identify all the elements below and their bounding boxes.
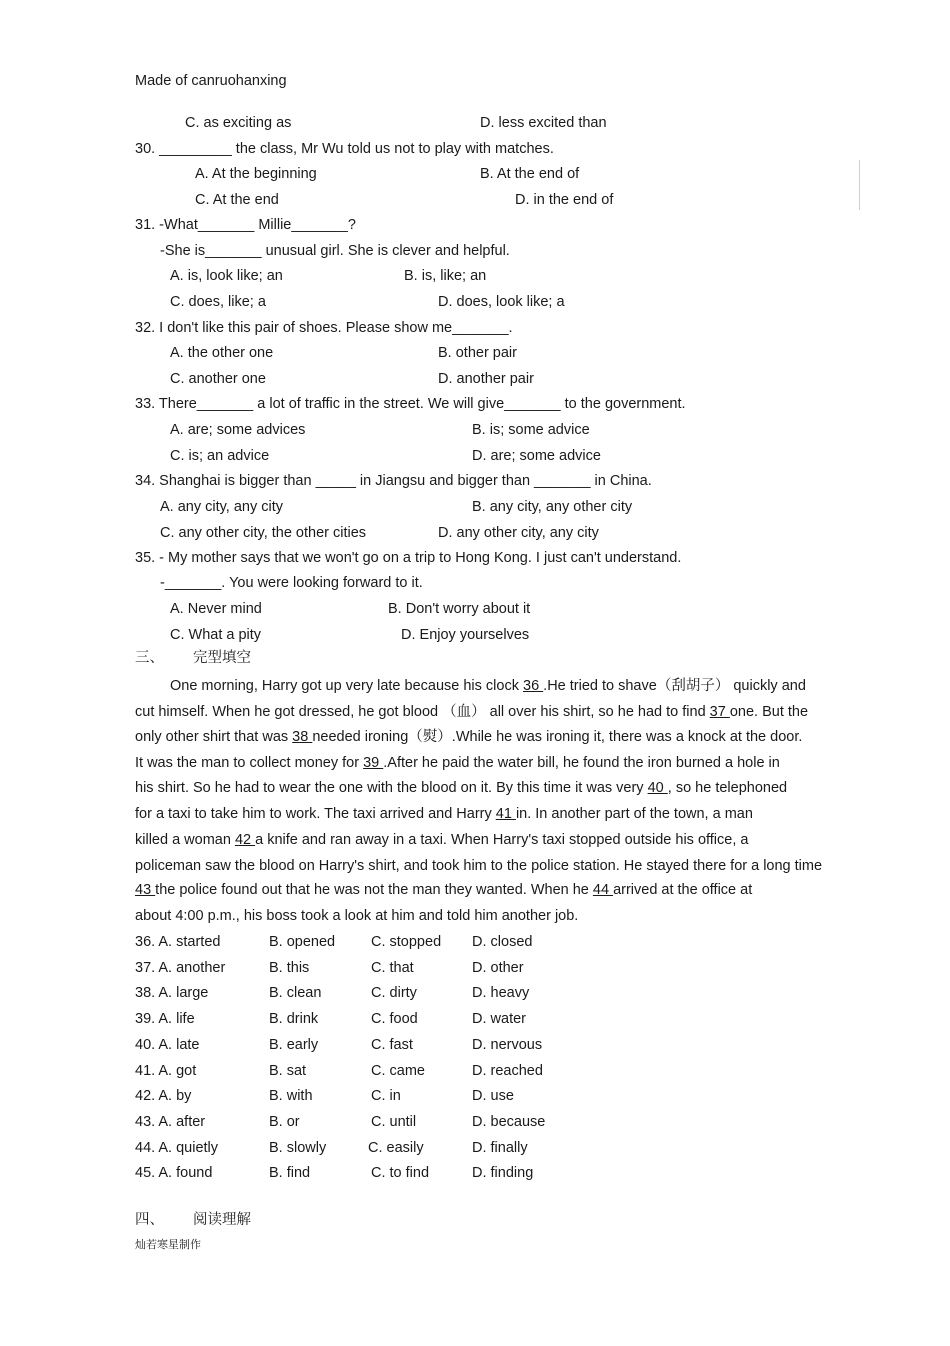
section3-title: 完型填空: [193, 650, 251, 666]
q33-option-d: D. are; some advice: [472, 448, 601, 464]
section4-number: 四、: [135, 1212, 164, 1228]
option-36-b: B. opened: [269, 934, 336, 950]
blank-36: 36: [523, 678, 544, 694]
option-43-b: B. or: [269, 1114, 300, 1130]
q30-option-b: B. At the end of: [480, 166, 580, 182]
option-44-b: B. slowly: [269, 1140, 327, 1156]
option-37-d: D. other: [472, 960, 524, 976]
passage-line-7: killed a woman 42 a knife and ran away in a taxi. When Harry's taxi stopped outside his office, a: [135, 832, 749, 848]
option-43-c: C. until: [371, 1114, 417, 1130]
page-footer: 灿若寒星制作: [135, 1239, 201, 1251]
option-41-c: C. came: [371, 1063, 425, 1079]
option-39-c: C. food: [371, 1011, 418, 1027]
option-40-d: D. nervous: [472, 1037, 543, 1053]
q33-option-c: C. is; an advice: [170, 448, 270, 464]
option-36-c: C. stopped: [371, 934, 442, 950]
option-43-a: 43. A. after: [135, 1114, 206, 1130]
blank-40: 40: [647, 780, 668, 796]
q32-option-b: B. other pair: [438, 345, 517, 361]
q30-stem: 30. _________ the class, Mr Wu told us not to play with matches.: [135, 141, 554, 157]
q35-option-a: A. Never mind: [170, 601, 262, 617]
section4-title: 阅读理解: [193, 1212, 251, 1228]
option-41-a: 41. A. got: [135, 1063, 197, 1079]
q34-option-b: B. any city, any other city: [472, 499, 633, 515]
q31-stem: 31. -What_______ Millie_______?: [135, 217, 356, 233]
option-40-b: B. early: [269, 1037, 319, 1053]
blank-38: 38: [292, 729, 313, 745]
blank-43: 43: [135, 882, 156, 898]
passage-line-1: One morning, Harry got up very late because his clock 36 .He tried to shave（刮胡子） quickly and: [170, 678, 806, 694]
q29-option-c: C. as exciting as: [185, 115, 292, 131]
option-37-c: C. that: [371, 960, 414, 976]
option-45-d: D. finding: [472, 1165, 534, 1181]
option-40-a: 40. A. late: [135, 1037, 200, 1053]
option-44-a: 44. A. quietly: [135, 1140, 219, 1156]
option-41-b: B. sat: [269, 1063, 307, 1079]
q29-option-d: D. less excited than: [480, 115, 607, 131]
blank-44: 44: [592, 882, 614, 898]
blank-41: 41: [495, 806, 516, 822]
option-42-c: C. in: [371, 1088, 401, 1104]
q30-option-a: A. At the beginning: [195, 166, 317, 182]
q35-stem: 35. - My mother says that we won't go on a trip to Hong Kong. I just can't understand.: [135, 550, 682, 566]
q33-option-b: B. is; some advice: [472, 422, 590, 438]
q31-stem-response: -She is_______ unusual girl. She is clever and helpful.: [160, 243, 510, 259]
option-40-c: C. fast: [371, 1037, 413, 1053]
passage-line-5: his shirt. So he had to wear the one with the blood on it. By this time it was very 40 , so he telephoned: [135, 780, 788, 796]
q34-option-a: A. any city, any city: [160, 499, 284, 515]
q31-option-a: A. is, look like; an: [170, 268, 283, 284]
option-38-d: D. heavy: [472, 985, 530, 1001]
passage-line-3: only other shirt that was 38 needed ironing（熨）.While he was ironing it, there was a knock at the door.: [135, 729, 803, 745]
q35-stem-response: -_______. You were looking forward to it.: [160, 575, 423, 591]
option-38-a: 38. A. large: [135, 985, 209, 1001]
option-38-b: B. clean: [269, 985, 322, 1001]
q34-stem: 34. Shanghai is bigger than _____ in Jiangsu and bigger than _______ in China.: [135, 473, 652, 489]
section3-number: 三、: [135, 650, 164, 666]
option-45-a: 45. A. found: [135, 1165, 213, 1181]
q34-option-d: D. any other city, any city: [438, 525, 599, 541]
option-45-c: C. to find: [371, 1165, 430, 1181]
q31-option-c: C. does, like; a: [170, 294, 266, 310]
q35-option-c: C. What a pity: [170, 627, 262, 643]
q33-stem: 33. There_______ a lot of traffic in the street. We will give_______ to the government.: [135, 396, 686, 412]
option-39-a: 39. A. life: [135, 1011, 195, 1027]
q32-option-a: A. the other one: [170, 345, 274, 361]
q31-option-d: D. does, look like; a: [438, 294, 565, 310]
passage-line-4: It was the man to collect money for 39 .After he paid the water bill, he found the iron burned a hole in: [135, 755, 780, 771]
passage-line-8: policeman saw the blood on Harry's shirt, and took him to the police station. He stayed there for a long time: [135, 858, 823, 874]
q32-option-d: D. another pair: [438, 371, 534, 387]
passage-line-2: cut himself. When he got dressed, he got blood （血） all over his shirt, so he had to find 37 one. But the: [135, 704, 809, 720]
option-44-d: D. finally: [472, 1140, 528, 1156]
option-36-a: 36. A. started: [135, 934, 221, 950]
option-38-c: C. dirty: [371, 985, 417, 1001]
blank-37: 37: [709, 704, 730, 720]
option-45-b: B. find: [269, 1165, 311, 1181]
q35-option-d: D. Enjoy yourselves: [401, 627, 530, 643]
blank-42: 42: [234, 832, 256, 848]
passage-line-10: about 4:00 p.m., his boss took a look at him and told him another job.: [135, 908, 579, 924]
option-39-d: D. water: [472, 1011, 526, 1027]
blank-39: 39: [363, 755, 384, 771]
q32-option-c: C. another one: [170, 371, 266, 387]
option-42-d: D. use: [472, 1088, 514, 1104]
option-37-b: B. this: [269, 960, 310, 976]
q30-option-d: D. in the end of: [515, 192, 614, 208]
option-37-a: 37. A. another: [135, 960, 226, 976]
passage-line-9: 43 the police found out that he was not the man they wanted. When he 44 arrived at the office at: [135, 882, 753, 898]
option-41-d: D. reached: [472, 1063, 543, 1079]
q33-option-a: A. are; some advices: [170, 422, 306, 438]
option-36-d: D. closed: [472, 934, 533, 950]
option-42-b: B. with: [269, 1088, 313, 1104]
q32-stem: 32. I don't like this pair of shoes. Please show me_______.: [135, 320, 513, 336]
option-43-d: D. because: [472, 1114, 546, 1130]
page-header: Made of canruohanxing: [135, 73, 287, 89]
q35-option-b: B. Don't worry about it: [388, 601, 531, 617]
option-44-c: C. easily: [368, 1140, 424, 1156]
margin-rule: [859, 160, 860, 210]
q31-option-b: B. is, like; an: [404, 268, 487, 284]
option-42-a: 42. A. by: [135, 1088, 192, 1104]
passage-line-6: for a taxi to take him to work. The taxi arrived and Harry 41 in. In another part of the town, a man: [135, 806, 753, 822]
option-39-b: B. drink: [269, 1011, 319, 1027]
q34-option-c: C. any other city, the other cities: [160, 525, 367, 541]
q30-option-c: C. At the end: [195, 192, 279, 208]
